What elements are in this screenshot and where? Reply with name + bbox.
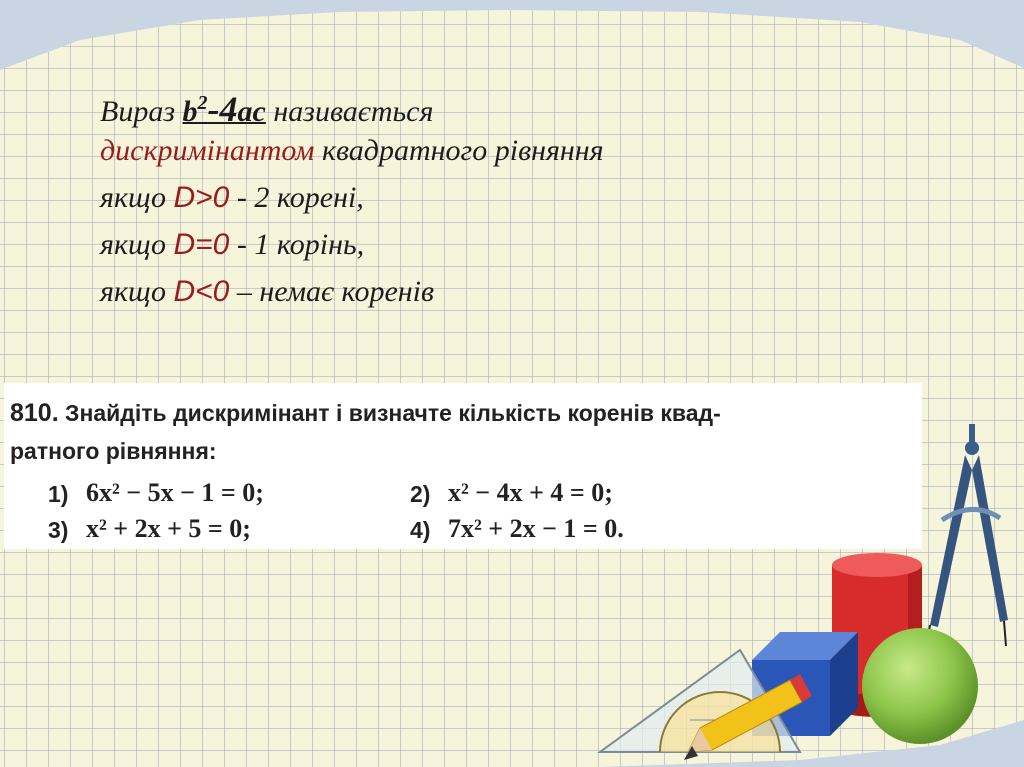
definition-line-2: дискримінантом квадратного рівняння bbox=[100, 134, 604, 167]
exercise-box bbox=[4, 383, 922, 549]
condition-zero: якщо D=0 - 1 корінь, bbox=[100, 228, 365, 261]
equation-4-label: 4) bbox=[410, 517, 431, 543]
equation-3-label: 3) bbox=[48, 517, 69, 543]
definition-block bbox=[100, 80, 860, 315]
equation-2-label: 2) bbox=[410, 481, 431, 507]
term-discriminant: дискримінантом bbox=[100, 134, 315, 167]
condition-negative: якщо D<0 – немає коренів bbox=[100, 275, 434, 308]
equation-1-label: 1) bbox=[48, 481, 69, 507]
equation-3: x² + 2x + 5 = 0; bbox=[86, 514, 251, 543]
equation-2: x² − 4x + 4 = 0; bbox=[448, 478, 613, 507]
condition-positive: якщо D>0 - 2 корені, bbox=[100, 181, 364, 214]
discriminant-formula: $b^2-4ac$ bbox=[182, 89, 266, 129]
equation-4: 7x² + 2x − 1 = 0. bbox=[448, 514, 624, 543]
exercise-number: 810. bbox=[10, 399, 59, 427]
exercise-task-line-2: ратного рівняння: bbox=[10, 438, 217, 464]
exercise-task-line-1: 810. Знайдіть дискримінант і визначте кількість коренів квад- bbox=[10, 399, 721, 427]
equation-1: 6x² − 5x − 1 = 0; bbox=[86, 478, 264, 507]
definition-line-1: Вираз $b^2-4ac$ називається bbox=[100, 89, 434, 129]
